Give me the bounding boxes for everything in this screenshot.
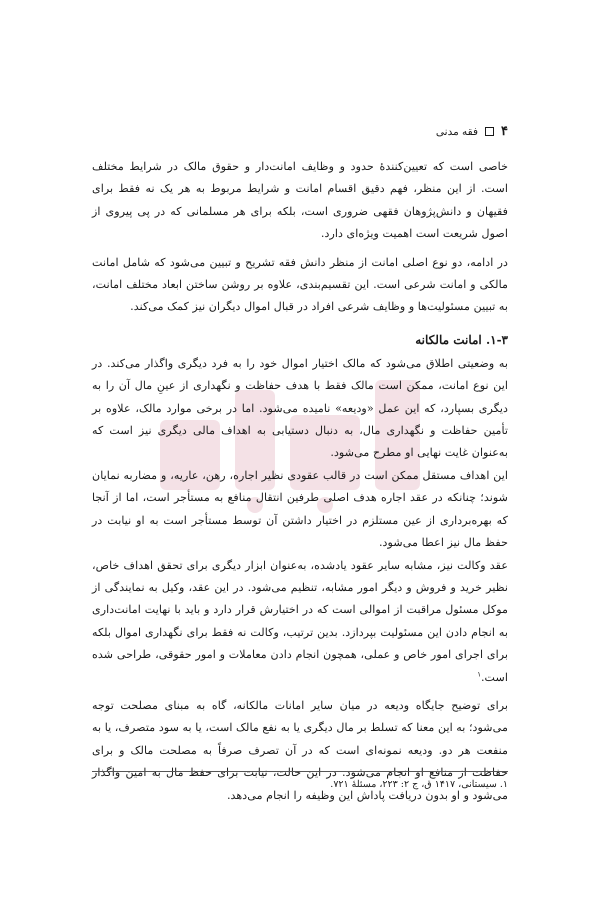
intro-paragraph-2: در ادامه، دو نوع اصلی امانت از منظر دانش فقه تشریح و تبیین می‌شود که شامل امانت مالکی و امانت شرعی است. این تقسیم‌بندی، علاوه بر روشن ساختن ابعاد مختلف امانت، به تبیین مسئولیت‌ها و وظایف شرعی افراد در قبال اموال دیگران نیز کمک می‌کند.	[92, 255, 508, 314]
square-bullet-icon	[485, 127, 494, 136]
section-paragraph-3	[92, 555, 508, 689]
section-paragraph-3-text: عقد وکالت نیز، مشابه سایر عقود یادشده، به‌عنوان ابزار دیگری برای تحقق اهداف خاص، نظیر خرید و فروش و دیگر امور مشابه، تنظیم می‌شود. در این عقد، وکیل به نمایندگی از موکل مسئول مراقبت از اموالی است که در اختیارش قرار دارد و باید با نهایت امانت‌داری به انجام دادن این مسئولیت بپردازد. بدین ترتیب، وکالت نه فقط برای نگهداری اموال بلکه برای اجرای امور خاص و عملی، همچون انجام دادن معاملات و امور حقوقی، طراحی شده است.	[92, 558, 508, 684]
footnote-divider	[92, 771, 508, 772]
footnote: ۱. سیستانی، ۱۴۱۷ ق، ج ۲: ۲۲۳، مسئلهٔ ۷۲۱.	[330, 779, 508, 790]
running-title: فقه مدنی	[435, 125, 479, 138]
footnote-reference[interactable]: ۱	[477, 669, 481, 678]
page-header	[436, 124, 508, 139]
body-text	[92, 156, 508, 807]
section-paragraph-4: برای توضیح جایگاه ودیعه در میان سایر امانات مالکانه، گاه به مبنای مصلحت توجه می‌شود؛ به این معنا که تسلط بر مال دیگری یا به نفع مالک است، یا به سود متصرف، یا به منفعت هر دو. ودیعه نمونه‌ای است که در آن تصرف صرفاً به مصلحت مالک و برای حفاظت از منافع او انجام می‌شود. در این حالت، نیابت برای حفظ مال به امین واگذار می‌شود و او بدون دریافت پاداش این وظیفه را انجام می‌دهد.	[92, 698, 508, 802]
page-number: ۴	[501, 124, 508, 139]
section-paragraph-2: این اهداف مستقل ممکن است در قالب عقودی نظیر اجاره، رهن، عاریه، و مضاربه نمایان شوند؛ چنانکه در عقد اجاره هدف اصلی طرفین انتقال منافع به مستأجر است، اما از آنجا که بهره‌برداری از عین مستلزم در اختیار داشتن آن توسط مستأجر است به او نیابت در حفظ مال نیز اعطا می‌شود.	[92, 468, 508, 550]
section-heading: ۱-۳. امانت مالکانه	[415, 332, 508, 347]
intro-paragraph-1: خاصی است که تعیین‌کنندهٔ حدود و وظایف امانت‌دار و حقوق مالک در شرایط مختلف است. از این منظر، فهم دقیق اقسام امانت و شرایط مربوط به هر یک نه فقط برای فقیهان و دانش‌پژوهان فقهی ضروری است، بلکه برای هر مسلمانی که در پی پیروی از اصول شریعت است اهمیت ویژه‌ای دارد.	[92, 160, 508, 241]
section-paragraph-1: به وضعیتی اطلاق می‌شود که مالک اختیار اموال خود را به فرد دیگری واگذار می‌کند. در این نوع امانت، ممکن است مالک فقط با هدف حفاظت و نگهداری از عینِ مال آن را به دیگری بسپارد، که این عمل «ودیعه» نامیده می‌شود. اما در برخی موارد مالک، علاوه بر تأمین حفاظت و نگهداری مال، به دنبال دستیابی به اهداف مالی دیگری نیز است که به‌عنوان غایت نهایی او مطرح می‌شود.	[92, 356, 508, 460]
